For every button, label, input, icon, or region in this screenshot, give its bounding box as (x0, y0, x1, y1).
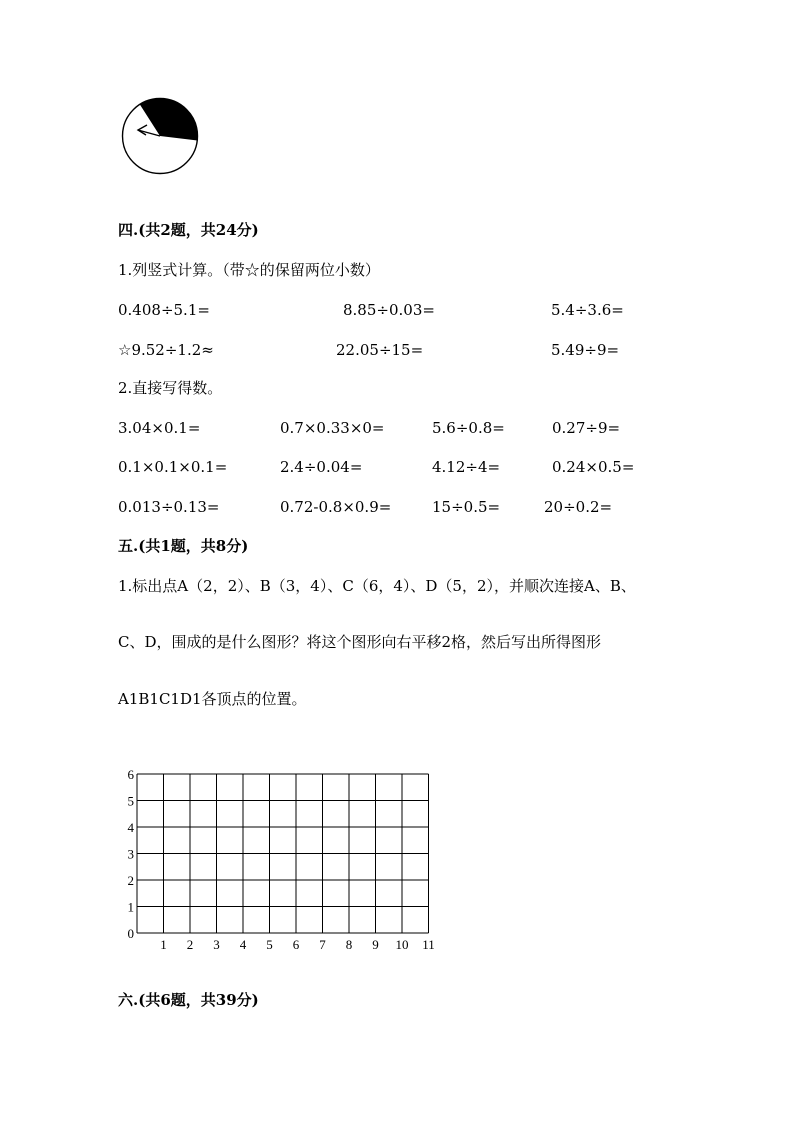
x-tick-label: 2 (186, 937, 194, 952)
y-tick-label: 2 (127, 873, 134, 888)
calc-item: 22.05÷15= (336, 341, 424, 359)
x-axis-labels (160, 937, 435, 952)
x-tick-label: 4 (239, 937, 247, 952)
calc-item: 5.4÷3.6= (551, 301, 624, 319)
y-tick-label: 5 (127, 793, 134, 809)
x-tick-label: 6 (292, 937, 300, 952)
question-5-1-line: 1.标出点A（2，2）、B（3，4）、C（6，4）、D（5，2），并顺次连接A、B、 (118, 577, 636, 595)
section-4-heading: 四.(共2题，共24分) (118, 221, 259, 239)
calc-item: 8.85÷0.03= (343, 301, 435, 319)
question-4-1-title: 1.列竖式计算。（带☆的保留两位小数） (118, 261, 380, 279)
section-6-heading: 六.(共6题，共39分) (118, 991, 259, 1009)
x-tick-label: 7 (319, 937, 326, 952)
mental-calc-item: 4.12÷4= (432, 458, 501, 476)
mental-calc-item: 15÷0.5= (432, 498, 501, 516)
mental-calc-item: 3.04×0.1= (118, 419, 201, 437)
x-tick-label: 1 (160, 937, 167, 952)
mental-calc-item: 0.27÷9= (552, 419, 621, 437)
y-tick-label: 4 (127, 820, 134, 835)
mental-calc-item: 0.24×0.5= (552, 458, 635, 476)
mental-calc-item: 20÷0.2= (544, 498, 613, 516)
y-tick-label: 6 (127, 767, 134, 782)
question-5-1-line: A1B1C1D1各顶点的位置。 (118, 690, 307, 708)
x-tick-label: 11 (422, 937, 435, 952)
x-tick-label: 10 (395, 937, 409, 952)
y-tick-label: 0 (127, 926, 134, 941)
calc-item: 0.408÷5.1= (118, 301, 210, 319)
y-axis-labels (128, 767, 135, 941)
section-5-heading: 五.(共1题，共8分) (118, 537, 249, 555)
mental-calc-item: 2.4÷0.04= (280, 458, 363, 476)
y-tick-label: 3 (127, 846, 134, 862)
mental-calc-item: 0.013÷0.13= (118, 498, 220, 516)
mental-calc-item: 0.72-0.8×0.9= (280, 498, 392, 516)
x-tick-label: 9 (372, 937, 379, 952)
x-tick-label: 5 (266, 937, 273, 952)
calc-item: ☆9.52÷1.2≈ (118, 341, 214, 359)
grid-lines (137, 774, 429, 933)
y-tick-label: 1 (127, 899, 134, 915)
mental-calc-item: 0.1×0.1×0.1= (118, 458, 228, 476)
calc-item: 5.49÷9= (551, 341, 620, 359)
question-5-1-line: C、D，围成的是什么图形？将这个图形向右平移2格，然后写出所得图形 (118, 633, 602, 651)
x-tick-label: 3 (213, 937, 220, 952)
mental-calc-item: 5.6÷0.8= (432, 419, 505, 437)
x-tick-label: 8 (345, 937, 353, 952)
mental-calc-item: 0.7×0.33×0= (280, 419, 385, 437)
coordinate-grid (118, 766, 448, 956)
question-4-2-title: 2.直接写得数。 (118, 379, 223, 397)
spinner-figure (118, 96, 208, 180)
